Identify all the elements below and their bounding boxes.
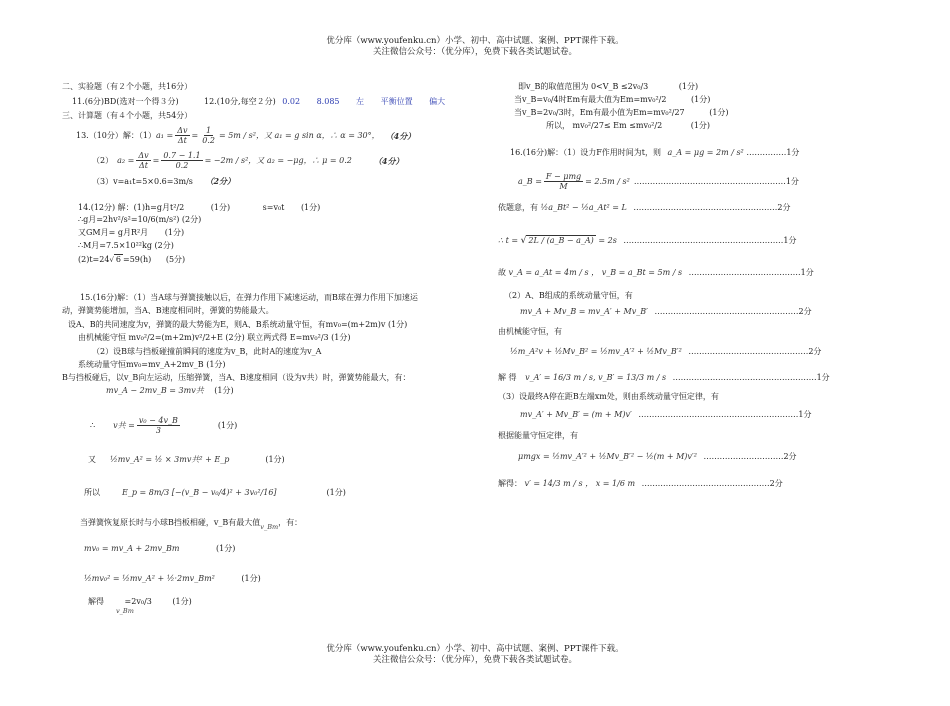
- r4-text: 所以， mv₀²/27≤ Em ≤mv₀²/2: [546, 121, 663, 130]
- r-line-3: [514, 108, 729, 118]
- q15-l11-points: (1分): [326, 488, 346, 497]
- q13-l2-frac-1: $\frac{\Delta v}{\Delta t}$: [138, 151, 149, 170]
- q12-a4: 平衡位置: [380, 97, 413, 106]
- q16-j1-points: …………………………………………2分: [641, 479, 783, 488]
- q15-l13-eq: mv₀ = mv_A + 2mv_Bm: [84, 544, 180, 553]
- q15-line-7: B与挡板碰后，以v_B向左运动，压缩弹簧，当A、B速度相同（设为v共）时，弹簧势能最大，有：: [62, 373, 411, 382]
- q13-l2-head: （2）: [92, 155, 114, 165]
- q16-h2-points: ……………………………………………………1分: [638, 410, 812, 419]
- q16-line-i1: 根据能量守恒定律，有: [498, 431, 578, 440]
- q15-line-12: [80, 518, 302, 532]
- q16-j1-a: v′ = 14/3 m / s: [524, 479, 583, 488]
- q16-d1-pre: 故: [498, 268, 506, 277]
- q15-line-14: [84, 574, 261, 584]
- q16-line-h1: （3）设最终A停在距B左端xm处，则由系统动量守恒定律，有: [498, 392, 719, 401]
- q16-f2-eq: ½m_A²v + ½Mv_B² = ½mv_A′² + ½Mv_B′²: [510, 347, 682, 356]
- r3-text: 当v_B=2v₀/3时，Em有最小值为Em=mv₀²/27: [514, 108, 685, 117]
- q13-head: 13.（10分）解：（1）: [76, 130, 156, 140]
- q15-line-1: 15.(16分)解：（1）当A球与弹簧接触以后，在弹力作用下减速运动，而B球在弹力作用下加速运: [80, 293, 418, 302]
- q16-a2-frac: F − μmg M: [545, 172, 582, 191]
- section-3-title: 三、计算题（有４个小题，共54分）: [62, 111, 193, 120]
- q16-b1-pre: 依题意，有: [498, 203, 538, 212]
- q14-l3-text: 又GM月= g月R²月: [78, 228, 149, 237]
- q16-line-e1: （2）A、B组成的系统动量守恒，有: [504, 291, 633, 300]
- q16-line-i2: [518, 452, 797, 462]
- q13-l3-points: （2分）: [205, 176, 236, 186]
- q13-l3-text: （3）v=a₁t=5×0.6=3m/s: [92, 177, 193, 186]
- q15-l10-points: (1分): [265, 455, 285, 464]
- q16-d1-b: ， v_B = a_Bt = 5m / s: [591, 268, 683, 277]
- q15-line-13: [84, 544, 235, 554]
- q16-j1-b: ， x = 1/6 m: [585, 479, 636, 488]
- q15-line-10: [88, 455, 285, 465]
- q15-l15-sub: v_Bm: [116, 607, 134, 615]
- q15-l8-eq: mv_A − 2mv_B = 3mv共: [106, 386, 204, 395]
- q15-l8-points: (1分): [214, 386, 234, 395]
- q16-line-f1: 由机械能守恒，有: [498, 327, 562, 336]
- q16-i2-eq: μmgx = ½mv_A′² + ½Mv_B′² − ½(m + M)v′²: [518, 452, 697, 461]
- q14-line-2: ∴g月=2hv²/s²=10/6(m/s²) (2分): [78, 215, 202, 224]
- q15-line-4: 由机械能守恒 mv₀²/2=(m+2m)v²/2+E (2分) 联立两式得 E=mv₀²/3 (1分): [78, 333, 351, 342]
- header-line-1: 优分库（www.youfenku.cn）小学、初中、高中试题、案例、PPT课件下载。: [326, 36, 624, 46]
- q16-e2-eq: mv_A + Mv_B = mv_A′ + Mv_B′: [520, 307, 648, 316]
- q12-label: 12.(10分,每空２分): [204, 97, 276, 106]
- q16-line-d1: [498, 268, 814, 278]
- q16-b1-eq: ½a_Bt² − ½a_At² = L: [540, 203, 627, 212]
- q13-l2-points: （4分）: [373, 155, 404, 166]
- q16-c1-tail: = 2s: [598, 236, 617, 245]
- footer-line-1: 优分库（www.youfenku.cn）小学、初中、高中试题、案例、PPT课件下载。: [326, 644, 624, 654]
- q15-l15-points: (1分): [172, 597, 192, 606]
- q15-l10-pre: 又: [88, 455, 96, 464]
- q16-a1: a_A = μg = 2m / s²: [667, 148, 744, 157]
- q15-l15-b: =2v₀/3: [124, 597, 152, 606]
- header-line-2: 关注微信公众号：（优分库），免费下载各类试题试卷。: [372, 47, 577, 57]
- q15-l9-frac: $\frac{\text{v₀ − 4v\_B}}{3}$: [138, 416, 178, 435]
- q14-line-4: ∴M月=7.5×10²²kg (2分): [78, 241, 174, 250]
- q16-g1-eq: v_A′ = 16/3 m / s, v_B′ = 13/3 m / s: [525, 373, 667, 382]
- q16-g1-points: ………………………………………………1分: [672, 373, 830, 382]
- q13-line-2: （2） a₂ = $\frac{\Delta v}{\Delta t}$ = $\frac{0.7 - 1.1}{0.2}$ = −2m / s²，又 a₂ = −μg，∴ μ = 0.2 （4分）: [92, 151, 404, 170]
- q14-line-1: [78, 203, 320, 213]
- q15-line-5: （2）设B球与挡板碰撞前瞬间的速度为v_B，此时A的速度为v_A: [92, 347, 322, 356]
- q15-line-2: 动，弹簧势能增加，当A、B速度相同时，弹簧的势能最大。: [62, 306, 274, 315]
- r-line-2: [514, 95, 710, 105]
- q13-a1: a₁ =: [156, 130, 174, 140]
- q15-l11-pre: 所以: [84, 488, 100, 497]
- q16-line-f2: [510, 347, 821, 357]
- q15-line-15: [88, 597, 192, 607]
- q16-line-h2: [520, 410, 811, 420]
- q15-l15-text: 解得: [88, 597, 104, 606]
- q14-l3-points: (1分): [164, 228, 185, 237]
- q13-l2-frac-2: $\frac{0.7 - 1.1}{0.2}$: [163, 151, 201, 170]
- footer-line-2: 关注微信公众号：（优分库），免费下载各类试题试卷。: [372, 655, 577, 665]
- q15-l9-points: (1分): [217, 420, 238, 430]
- q16-line-g1: [498, 373, 830, 383]
- q15-line-11: [84, 488, 346, 498]
- q15-l10-eq: ½mv_A² = ½ × 3mv共² + E_p: [110, 455, 230, 464]
- q11-answer: 11.(6分)BD(选对一个得３分): [72, 97, 179, 106]
- q14-l5-points: (5分): [165, 255, 186, 264]
- q14-l1-b: s=v₀t: [262, 203, 285, 212]
- q13-eq: =: [191, 130, 199, 140]
- q15-line-8: [106, 386, 234, 396]
- q16-line-e2: [520, 307, 812, 317]
- q15-l11-eq: E_p = 8m/3 [−(v_B − v₀/4)² + 3v₀²/16]: [122, 488, 277, 497]
- q16-a1-points: ……………1分: [746, 148, 800, 157]
- q16-a2-lhs: a_B =: [518, 176, 542, 186]
- q15-l14-eq: ½mv₀² = ½mv_A² + ½·2mv_Bm²: [84, 574, 215, 583]
- q16-a2-points: …………………………………………………1分: [633, 176, 799, 186]
- section-2-title: 二、实验题（有２个小题，共16分）: [62, 82, 193, 91]
- q15-l14-points: (1分): [241, 574, 261, 583]
- q13-line-3: [92, 176, 235, 187]
- q13-l1-tail: = 5m / s²，又 a₁ = g sin α，∴ α = 30°，: [218, 130, 380, 140]
- q14-l1-points: (1分): [210, 203, 231, 212]
- q12-answer: [204, 97, 445, 107]
- r1-points: (1分): [678, 82, 699, 91]
- q14-line-5: (2)t=24√ 6 =59(h) (5分): [78, 255, 186, 264]
- q13-line-1: [76, 126, 415, 145]
- q14-l1-b-points: (1分): [300, 203, 321, 212]
- r4-points: (1分): [690, 121, 711, 130]
- q14-l1-text: 14.(12分) 解：(1)h=g月t²/2: [78, 203, 185, 212]
- q16-g1-pre: 解 得: [498, 373, 517, 382]
- q15-l13-points: (1分): [215, 544, 236, 553]
- q15-l9-pre: ∴: [90, 420, 96, 430]
- q13-l1-points: （4分）: [385, 130, 416, 141]
- q16-j1-pre: 解得：: [498, 479, 522, 488]
- q15-line-6: 系统动量守恒mv₀=mv_A+2mv_B (1分): [78, 360, 226, 369]
- q16-head: 16.(16分)解：（1）设力F作用时间为t，则: [510, 148, 661, 157]
- q16-line-b1: [498, 203, 790, 213]
- q12-a1: 0.02: [282, 97, 301, 106]
- q16-e2-points: ………………………………………………2分: [654, 307, 812, 316]
- q13-frac-1: $\frac{\Delta v}{\Delta t}$: [177, 126, 188, 145]
- q16-line-c1: ∴ t = √ 2L / (a_B − a_A) = 2s ……………………………………………………1分: [498, 236, 797, 246]
- q16-line-j1: [498, 479, 783, 489]
- q13-l2-tail: = −2m / s²，又 a₂ = −μg，∴ μ = 0.2: [204, 155, 352, 165]
- q16-d1-a: v_A = a_At = 4m / s: [508, 268, 589, 277]
- q16-c1-pre: ∴ t =: [498, 236, 519, 245]
- r-line-4: [546, 121, 710, 131]
- q16-head-line: [510, 148, 799, 158]
- q16-line-aB: [518, 172, 799, 191]
- q16-a2-tail: = 2.5m / s²: [585, 176, 630, 186]
- q16-i2-points: …………………………2分: [703, 452, 797, 461]
- r2-text: 当v_B=v₀/4时Em有最大值为Em=mv₀²/2: [514, 95, 667, 104]
- q13-a2: a₂ =: [117, 155, 135, 165]
- q12-a5: 偏大: [429, 97, 446, 106]
- q15-line-3: 设A、B的共同速度为v，弹簧的最大势能为E，则A、B系统动量守恒，有mv₀=(m+2m)v (1分): [68, 320, 408, 329]
- q15-l9-lhs: v共 =: [113, 420, 135, 430]
- q13-frac-2: $\frac{1}{0.2}$: [202, 126, 215, 145]
- r1-text: 即v_B的取值范围为 0<V_B ≤2v₀/3: [518, 82, 649, 91]
- q16-h2-eq: mv_A′ + Mv_B′ = (m + M)v′: [520, 410, 632, 419]
- q16-d1-points: ……………………………………1分: [688, 268, 814, 277]
- q15-l12-sub: v_Bm: [260, 523, 279, 531]
- q14-l5-sqrt: 6: [115, 255, 121, 264]
- r2-points: (1分): [691, 95, 711, 104]
- q14-l5-b: =59(h): [123, 255, 152, 264]
- q16-f2-points: ………………………………………2分: [688, 347, 822, 356]
- q15-line-9: [90, 416, 237, 435]
- q16-c1-sqrt: 2L / (a_B − a_A): [528, 236, 594, 245]
- r-line-1: [518, 82, 698, 92]
- q16-b1-points: ………………………………………………2分: [633, 203, 791, 212]
- q14-line-3: [78, 228, 184, 238]
- q15-l12-tail: ，有：: [278, 518, 303, 527]
- q12-a3: 左: [356, 97, 365, 106]
- q16-c1-points: ……………………………………………………1分: [623, 236, 797, 245]
- r3-points: (1分): [709, 108, 729, 117]
- q15-l12-text: 当弹簧恢复原长时与小球B挡板相碰，v_B有最大值: [80, 518, 261, 527]
- q12-a2: 8.085: [316, 97, 340, 106]
- q14-l5-a: (2)t=24: [78, 255, 110, 264]
